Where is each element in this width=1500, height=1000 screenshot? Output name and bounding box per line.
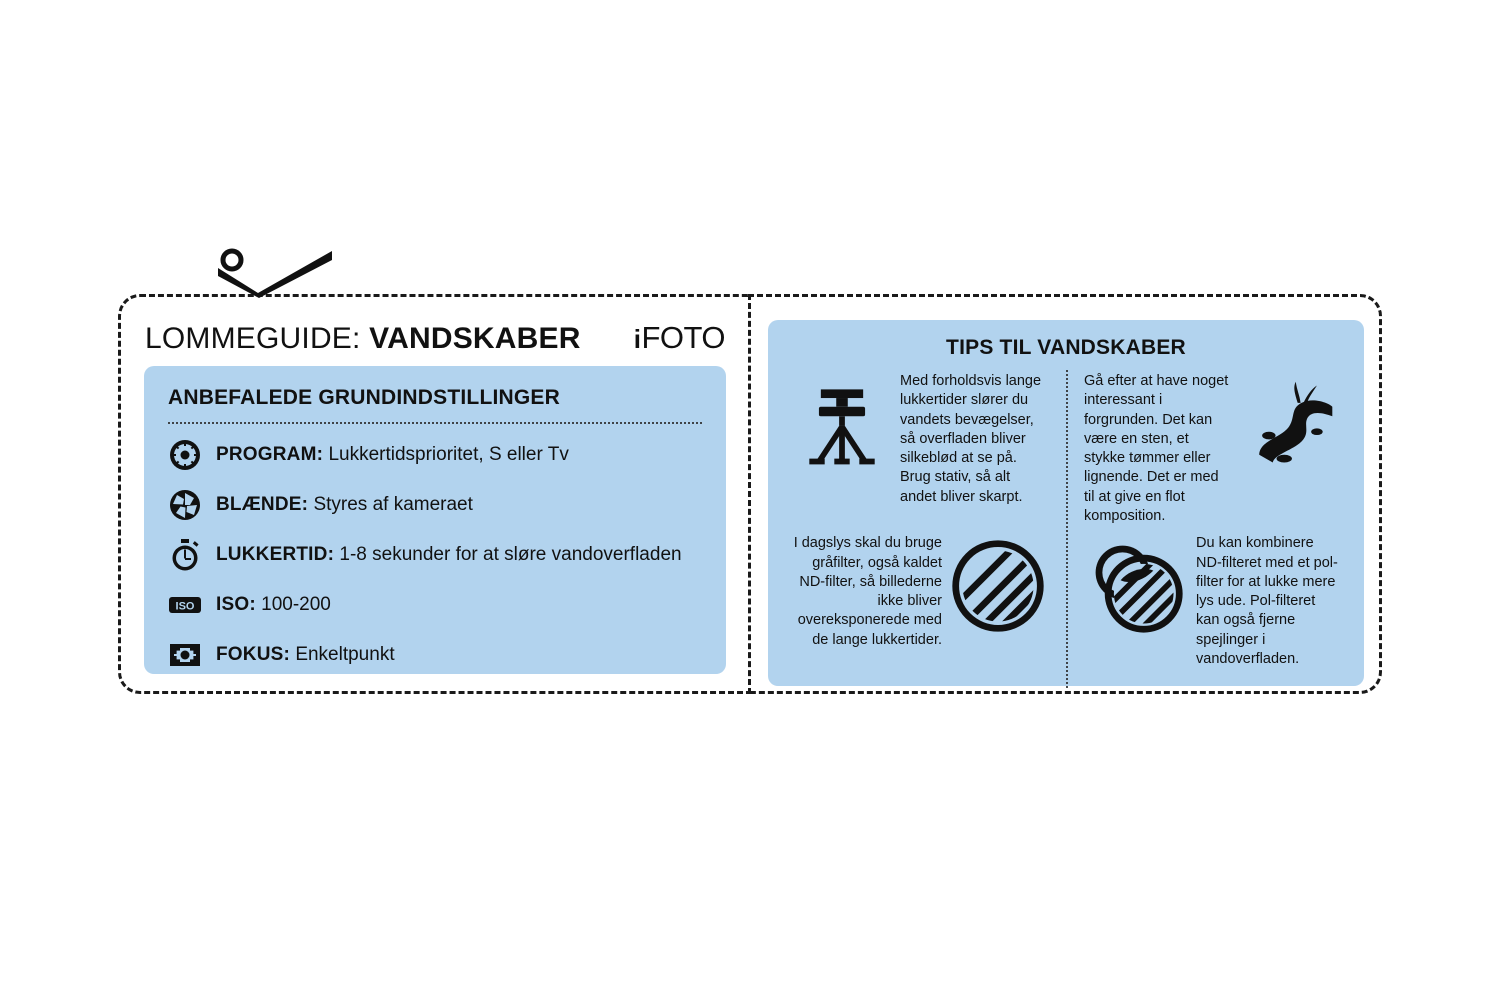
title-main: VANDSKABER	[369, 322, 581, 355]
setting-value-shutter: 1-8 sekunder for at sløre vandoverfladen	[339, 544, 682, 565]
iso-icon	[168, 588, 202, 622]
setting-value-focus: Enkeltpunkt	[295, 644, 395, 665]
tip-item-pol-filter	[1066, 530, 1348, 690]
tripod-icon	[790, 372, 894, 476]
setting-label-program: PROGRAM:	[216, 444, 324, 465]
tips-panel	[768, 320, 1364, 686]
svg-text:ISO: ISO	[175, 600, 195, 613]
setting-label-aperture: BLÆNDE:	[216, 494, 309, 515]
tip-text-foreground: Gå efter at have noget interessant i forgrunden. Det kan være en sten, et stykke tømmer eller lignende. Det er med til at give en flot komposition.	[1084, 373, 1229, 524]
tips-heading: TIPS TIL VANDSKABER	[946, 336, 1186, 359]
tip-text-pol-filter: Du kan kombinere ND-filteret med et pol-filter for at lukke mere lys ude. Pol-filteret kan også fjerne spejlinger i vandoverfladen.	[1196, 535, 1338, 667]
checkmark-logo-icon	[210, 246, 340, 298]
setting-text-iso	[216, 594, 331, 616]
perforation-divider	[748, 294, 751, 694]
setting-row-focus	[164, 630, 706, 680]
mode-dial-icon	[168, 438, 202, 472]
tips-vertical-divider	[1066, 370, 1068, 688]
setting-row-program	[164, 430, 706, 480]
setting-row-aperture	[164, 480, 706, 530]
setting-value-aperture: Styres af kameraet	[313, 494, 473, 515]
setting-text-program	[216, 444, 569, 466]
page-title	[145, 322, 581, 356]
setting-row-iso	[164, 580, 706, 630]
title-prefix: LOMMEGUIDE:	[145, 322, 361, 355]
setting-text-aperture	[216, 494, 473, 516]
stopwatch-icon	[168, 538, 202, 572]
aperture-icon	[168, 488, 202, 522]
setting-row-shutter	[164, 530, 706, 580]
setting-text-focus	[216, 644, 395, 666]
setting-value-program: Lukkertidsprioritet, S eller Tv	[328, 444, 569, 465]
tip-item-tripod	[784, 368, 1066, 530]
recommended-settings-panel	[144, 366, 726, 674]
guide-header	[145, 312, 725, 356]
brand-logo	[634, 320, 725, 356]
tips-grid	[784, 368, 1348, 690]
tip-text-nd-filter: I dagslys skal du bruge gråfilter, også kaldet ND-filter, så billederne ikke bliver overeksponerede med de lange lukkertider.	[793, 535, 942, 648]
tip-text-tripod: Med forholdsvis lange lukkertider slører du vandets bevægelser, så overfladen bliver silkeblød at se på. Brug stativ, så alt andet bliver skarpt.	[900, 373, 1042, 505]
setting-text-shutter	[216, 544, 682, 566]
setting-label-shutter: LUKKERTID:	[216, 544, 335, 565]
setting-value-iso: 100-200	[261, 594, 331, 615]
polarizing-filter-icon	[1084, 534, 1188, 638]
settings-divider	[168, 422, 702, 424]
tip-item-nd-filter	[784, 530, 1066, 690]
setting-label-focus: FOKUS:	[216, 644, 291, 665]
setting-label-iso: ISO:	[216, 594, 256, 615]
brand-i: i	[633, 324, 641, 354]
settings-heading: ANBEFALEDE GRUNDINDSTILLINGER	[168, 386, 560, 409]
focus-point-icon	[168, 638, 202, 672]
stream-landscape-icon	[1238, 372, 1342, 476]
nd-filter-icon	[946, 534, 1050, 638]
tip-item-foreground	[1066, 368, 1348, 530]
brand-name: FOTO	[641, 320, 725, 355]
